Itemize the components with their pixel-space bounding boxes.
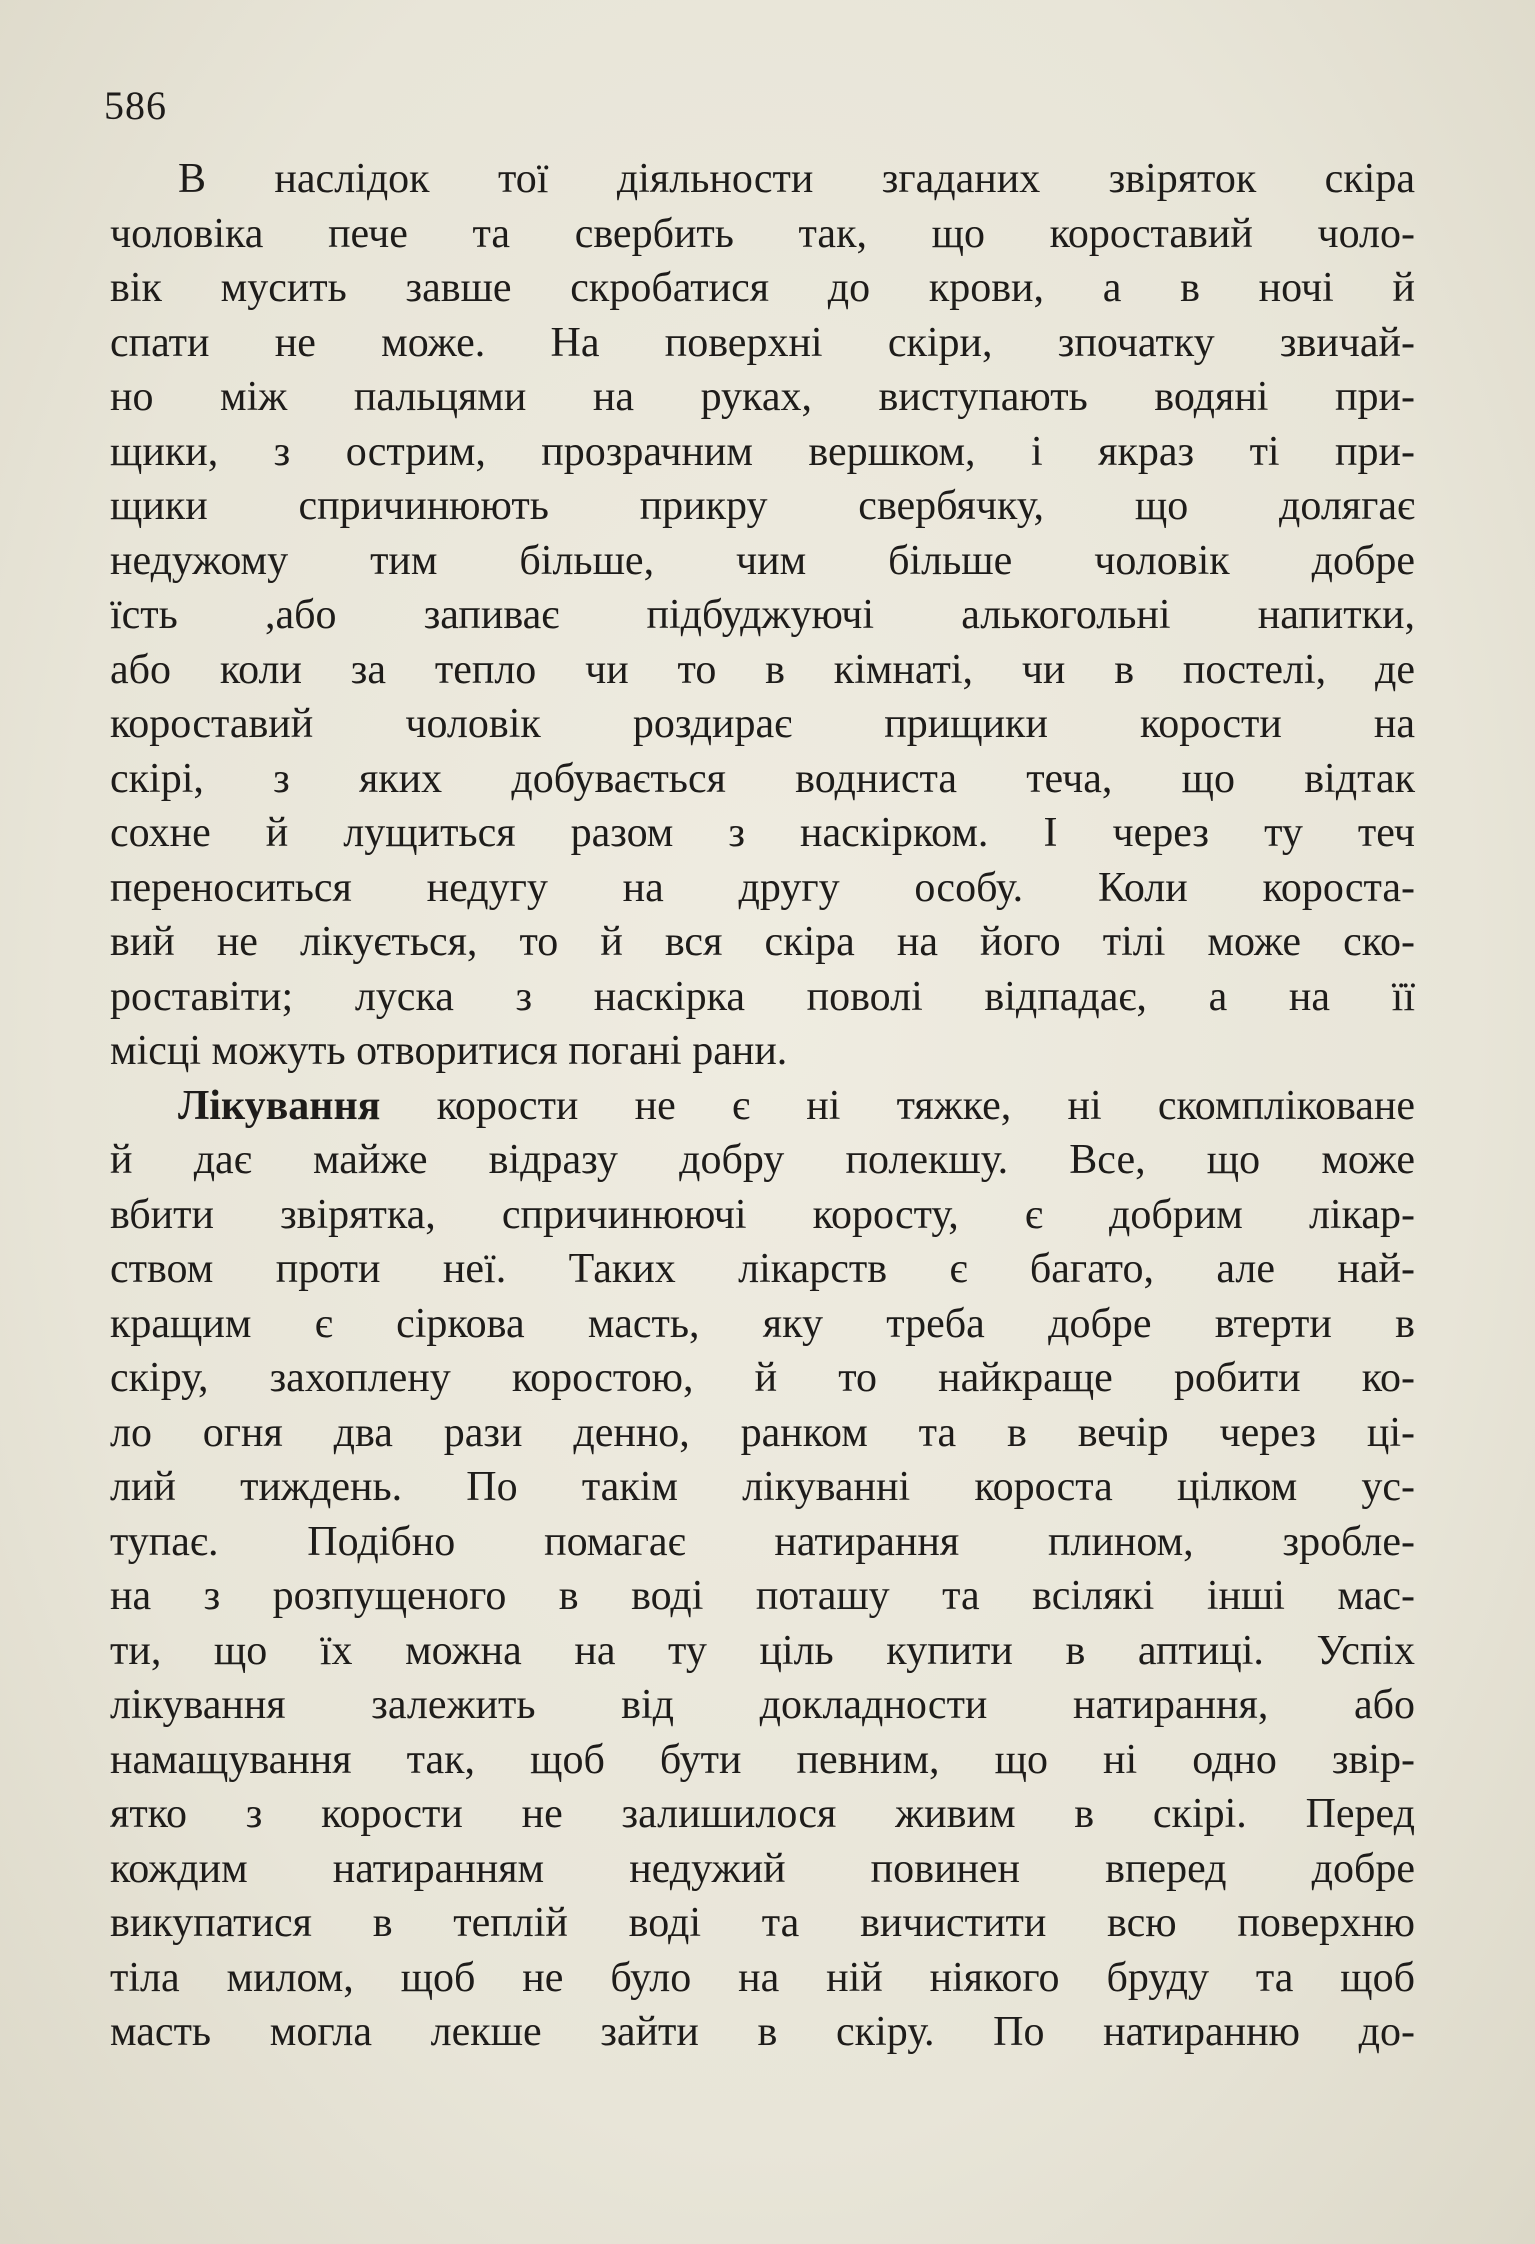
text-line: на з розпущеного в воді поташу та всілякі інші мас- [110, 1573, 1415, 1619]
text-line: недужому тим більше, чим більше чоловік добре [110, 537, 1415, 584]
text-line: переноситься недугу на другу особу. Коли короста- [110, 864, 1415, 911]
bold-term: Лікування [178, 1082, 381, 1129]
text-line: масть могла лекше зайти в скіру. По натиранню до- [110, 2009, 1415, 2055]
text-line: лий тиждень. По такім лікуванні короста цілком ус- [110, 1464, 1415, 1510]
text-line: ятко з корости не залишилося живим в скірі. Перед [110, 1791, 1415, 1837]
text-line: вий не лікується, то й вся скіра на його тілі може ско- [110, 919, 1415, 965]
text-line: скіру, захоплену коростою, й то найкраще робити ко- [110, 1355, 1415, 1401]
text-line: їсть ,або запиває підбуджуючі алькогольні напитки, [110, 592, 1415, 638]
text-line: викупатися в теплій воді та вичистити всю поверхню [110, 1900, 1415, 1946]
text-line: вік мусить завше скробатися до крови, а в ночі й [110, 265, 1415, 311]
text-line: щики, з острим, прозрачним вершком, і якраз ті при- [110, 428, 1415, 475]
text-line: щики спричинюють прикру свербячку, що долягає [110, 483, 1415, 529]
text-line: скірі, з яких добувається водниста теча, що відтак [110, 755, 1415, 802]
text-line: кращим є сіркова масть, яку треба добре втерти в [110, 1300, 1415, 1347]
text-line: лікування залежить від докладности натирання, або [110, 1682, 1415, 1728]
text-line: короставий чоловік роздирає прищики корости на [110, 701, 1415, 747]
text-line: но між пальцями на руках, виступають водяні при- [110, 374, 1415, 420]
text-body [110, 152, 1415, 2060]
text-line: ством проти неї. Таких лікарств є багато, але най- [110, 1246, 1415, 1292]
text-line: місці можуть отворитися погані рани. [110, 1028, 788, 1074]
text-line: ло огня два рази денно, ранком та в вечір через ці- [110, 1409, 1415, 1456]
text-line: тіла милом, щоб не було на ній ніякого бруду та щоб [110, 1954, 1415, 2001]
text-line: або коли за тепло чи то в кімнаті, чи в постелі, де [110, 646, 1415, 693]
page-number: 586 [104, 83, 167, 128]
text-line: сохне й лущиться разом з наскірком. І через ту теч [110, 810, 1415, 856]
text-run: корости не є ні тяжке, ні скомпліковане [380, 1082, 1415, 1129]
text-line: чоловіка пече та свербить так, що короставий чоло- [110, 210, 1415, 257]
text-line: тупає. Подібно помагає натирання плином, зробле- [110, 1518, 1415, 1565]
text-line: ти, що їх можна на ту ціль купити в аптиці. Успіх [110, 1627, 1415, 1674]
text-line [110, 1079, 1415, 1134]
text-line: роставіти; луска з наскірка поволі відпадає, а на її [110, 973, 1415, 1020]
text-line: кождим натиранням недужий повинен вперед добре [110, 1845, 1415, 1892]
text-line: намащування так, щоб бути певним, що ні одно звір- [110, 1736, 1415, 1783]
text-line: й дає майже відразу добру полекшу. Все, що може [110, 1137, 1415, 1183]
text-line: спати не може. На поверхні скіри, зпочатку звичай- [110, 319, 1415, 366]
text-line: вбити звірятка, спричинюючі коросту, є добрим лікар- [110, 1191, 1415, 1238]
paragraph-1 [110, 152, 1415, 1079]
text-line: В наслідок тої діяльности згаданих звіряток скіра [178, 156, 1415, 202]
paragraph-2 [110, 1079, 1415, 2060]
